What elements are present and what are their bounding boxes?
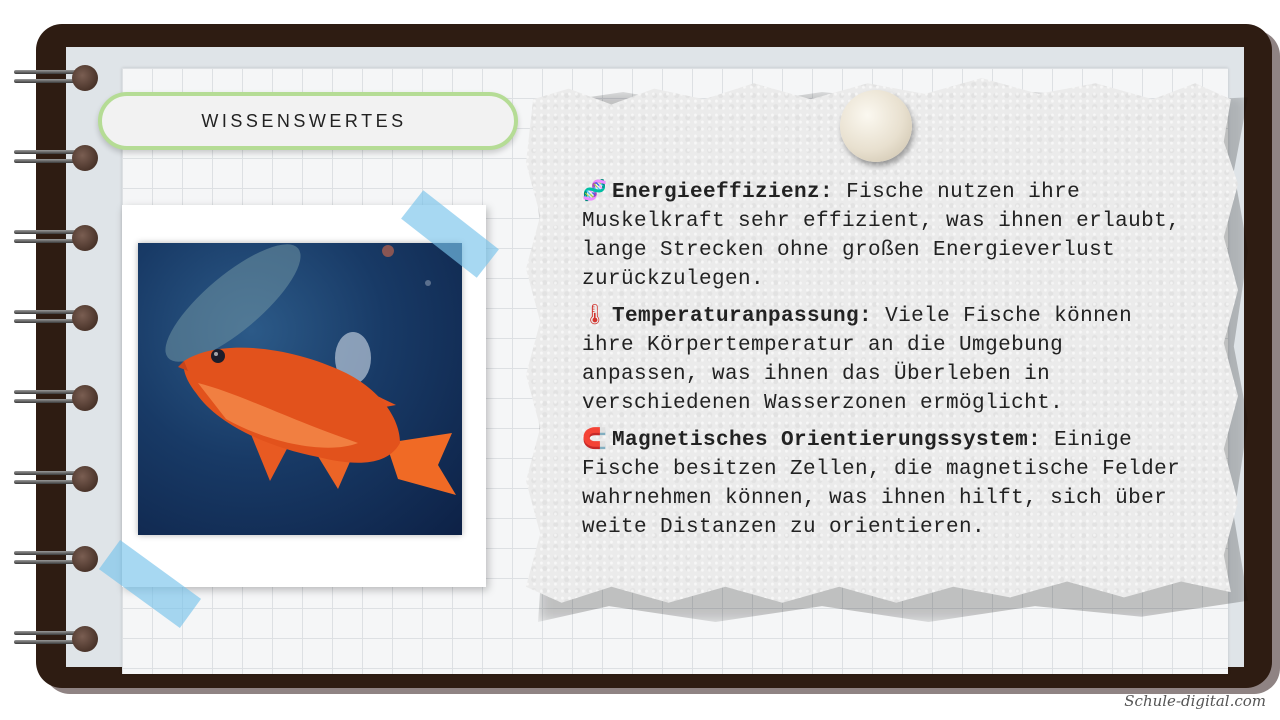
dna-icon: 🧬 (582, 178, 608, 202)
spiral-ring (14, 305, 100, 331)
spiral-ring (14, 466, 100, 492)
fact-heading: Energieeffizienz: (612, 181, 834, 204)
photo-frame (122, 205, 486, 587)
fact-heading: Temperaturanpassung: (612, 305, 873, 328)
spiral-ring (14, 385, 100, 411)
spiral-ring (14, 546, 100, 572)
fact-item (582, 424, 1182, 542)
spiral-ring (14, 225, 100, 251)
spiral-ring (14, 65, 100, 91)
page-title: WISSENSWERTES (201, 110, 407, 131)
fish-illustration (138, 243, 462, 535)
magnet-icon: 🧲 (582, 426, 608, 450)
fish-photo (138, 243, 462, 535)
fact-item (582, 176, 1182, 294)
pushpin-icon (840, 90, 912, 162)
fact-text: Viele Fische können ihre Körpertemperatur an die Umgebung anpassen, was ihnen das Überleben in verschiedenen Wasserzonen ermöglicht. (582, 305, 1133, 415)
credit-text: Schule-digital.com (1124, 692, 1266, 710)
fact-heading: Magnetisches Orientierungssystem: (612, 429, 1042, 452)
fact-item (582, 300, 1182, 418)
spiral-ring (14, 626, 100, 652)
title-pill (98, 92, 518, 150)
fact-text: Einige Fische besitzen Zellen, die magnetische Felder wahrnehmen können, was ihnen hilft, sich über weite Distanzen zu orientieren. (582, 429, 1181, 539)
fact-text: Fische nutzen ihre Muskelkraft sehr effizient, was ihnen erlaubt, lange Strecken ohne großen Energieverlust zurückzulegen. (582, 181, 1181, 291)
facts-list (582, 176, 1182, 548)
spiral-ring (14, 145, 100, 171)
thermometer-icon: 🌡 (582, 302, 608, 326)
orange-fish (178, 348, 456, 495)
